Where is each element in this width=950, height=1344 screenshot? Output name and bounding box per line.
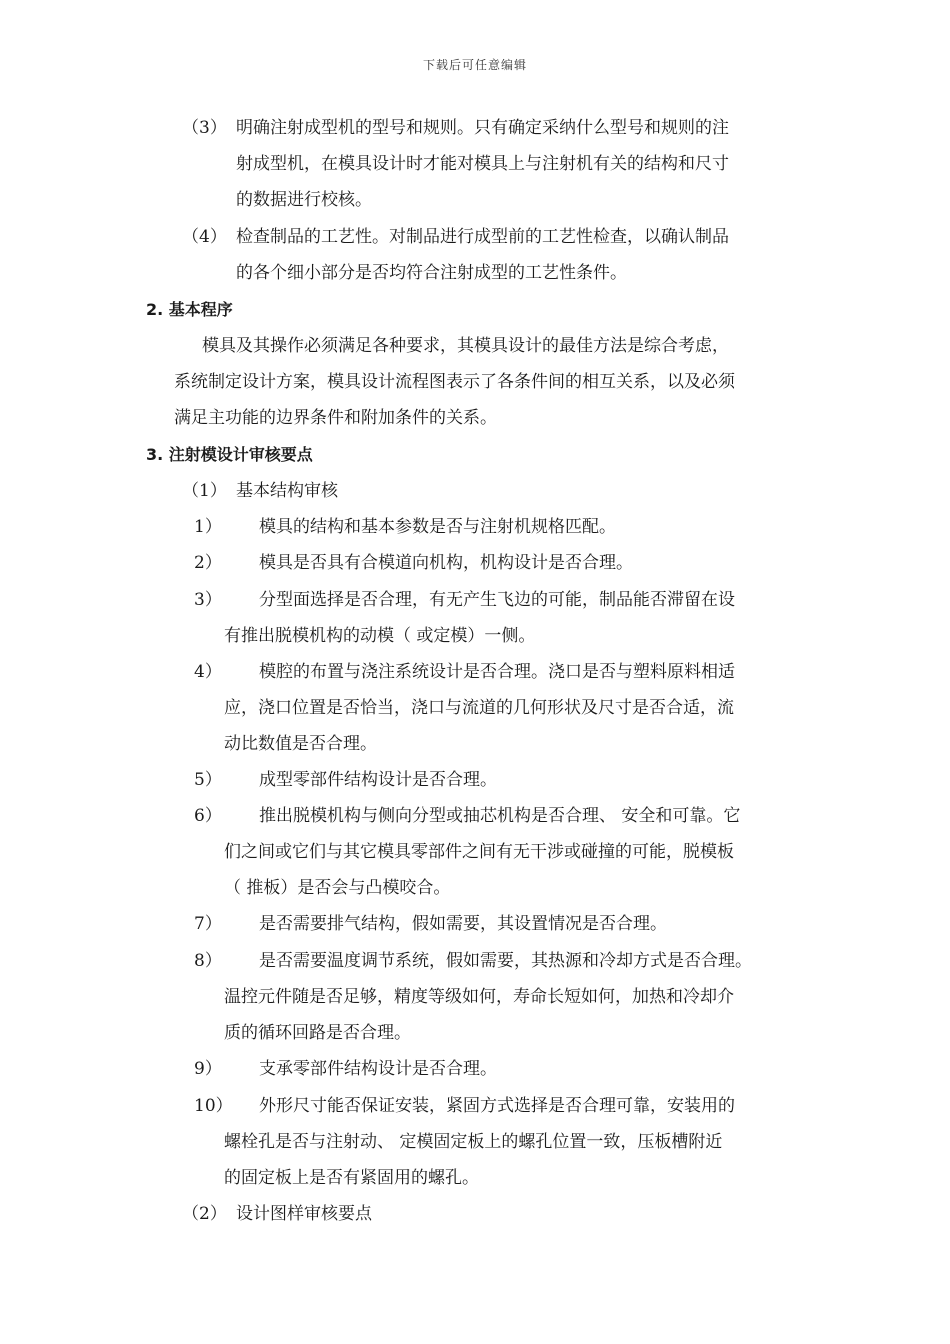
item-number: 10） <box>194 1096 233 1116</box>
paragraph-line: 们之间或它们与其它模具零部件之间有无干涉或碰撞的可能，脱模板 <box>224 842 734 862</box>
paragraph-line: 明确注射成型机的型号和规则。只有确定采纳什么型号和规则的注 <box>236 118 729 138</box>
paragraph-line: 射成型机，在模具设计时才能对模具上与注射机有关的结构和尺寸 <box>236 154 729 174</box>
paragraph-line: 是否需要排气结构，假如需要，其设置情况是否合理。 <box>259 914 667 934</box>
item-number: （2） <box>182 1204 227 1224</box>
paragraph-line: 模具及其操作必须满足各种要求，其模具设计的最佳方法是综合考虑， <box>202 336 729 356</box>
paragraph-line: 模具的结构和基本参数是否与注射机规格匹配。 <box>259 517 616 537</box>
paragraph-line: 螺栓孔是否与注射动、 定模固定板上的螺孔位置一致，压板槽附近 <box>224 1132 723 1152</box>
item-number: 6） <box>194 806 222 826</box>
paragraph-line: 动比数值是否合理。 <box>224 734 377 754</box>
subsection-title: 基本结构审核 <box>236 481 338 501</box>
paragraph-line: 满足主功能的边界条件和附加条件的关系。 <box>174 408 497 428</box>
item-number: 5） <box>194 770 222 790</box>
item-number: 4） <box>194 662 222 682</box>
paragraph-line: （ 推板）是否会与凸模咬合。 <box>224 878 451 898</box>
item-number: 3） <box>194 590 222 610</box>
paragraph-line: 模腔的布置与浇注系统设计是否合理。浇口是否与塑料原料相适 <box>259 662 735 682</box>
paragraph-line: 的固定板上是否有紧固用的螺孔。 <box>224 1168 479 1188</box>
paragraph-line: 的各个细小部分是否均符合注射成型的工艺性条件。 <box>236 263 627 283</box>
paragraph-line: 外形尺寸能否保证安装，紧固方式选择是否合理可靠，安装用的 <box>259 1096 735 1116</box>
paragraph-line: 推出脱模机构与侧向分型或抽芯机构是否合理、 安全和可靠。它 <box>259 806 741 826</box>
paragraph-line: 是否需要温度调节系统，假如需要，其热源和冷却方式是否合理。 <box>259 951 752 971</box>
item-number: 7） <box>194 914 222 934</box>
section-heading: 2. 基本程序 <box>146 300 233 319</box>
paragraph-line: 成型零部件结构设计是否合理。 <box>259 770 497 790</box>
paragraph-line: 的数据进行校核。 <box>236 190 372 210</box>
paragraph-line: 质的循环回路是否合理。 <box>224 1023 411 1043</box>
item-number: （3） <box>182 118 227 138</box>
item-number: （4） <box>182 227 227 247</box>
subsection-title: 设计图样审核要点 <box>236 1204 372 1224</box>
page-header: 下载后可任意编辑 <box>422 58 527 72</box>
paragraph-line: 有推出脱模机构的动模（ 或定模）一侧。 <box>224 626 536 646</box>
paragraph-line: 检查制品的工艺性。对制品进行成型前的工艺性检查，以确认制品 <box>236 227 729 247</box>
paragraph-line: 系统制定设计方案，模具设计流程图表示了各条件间的相互关系，以及必须 <box>174 372 735 392</box>
paragraph-line: 支承零部件结构设计是否合理。 <box>259 1059 497 1079</box>
paragraph-line: 温控元件随是否足够，精度等级如何，寿命长短如何，加热和冷却介 <box>224 987 734 1007</box>
paragraph-line: 模具是否具有合模道向机构，机构设计是否合理。 <box>259 553 633 573</box>
item-number: 2） <box>194 553 222 573</box>
item-number: 8） <box>194 951 222 971</box>
item-number: 1） <box>194 517 222 537</box>
paragraph-line: 应，浇口位置是否恰当，浇口与流道的几何形状及尺寸是否合适，流 <box>224 698 734 718</box>
item-number: （1） <box>182 481 227 501</box>
paragraph-line: 分型面选择是否合理，有无产生飞边的可能，制品能否滞留在设 <box>259 590 735 610</box>
item-number: 9） <box>194 1059 222 1079</box>
section-heading: 3. 注射模设计审核要点 <box>146 445 313 464</box>
